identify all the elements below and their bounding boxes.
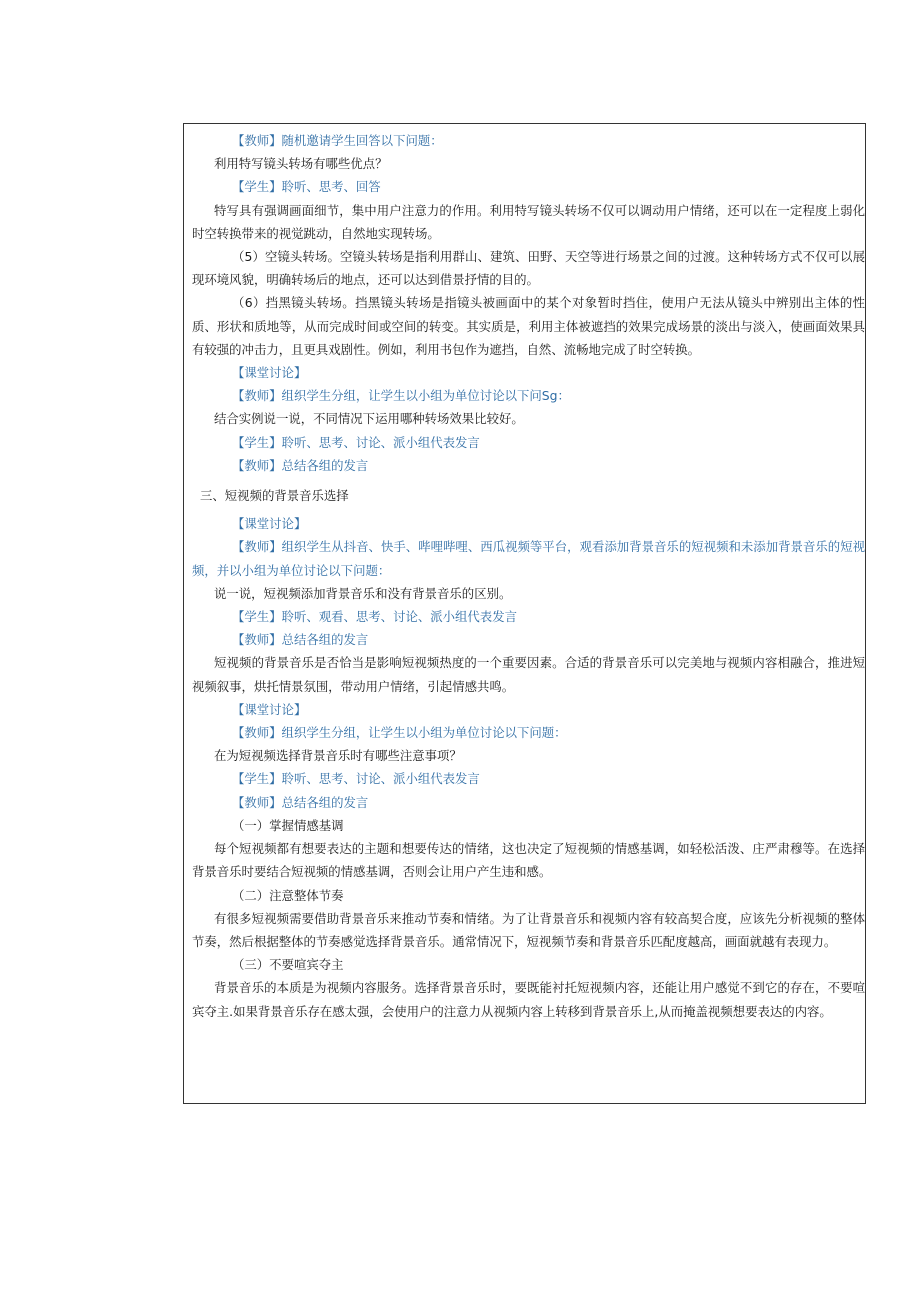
question: 在为短视频选择背景音乐时有哪些注意事项？ xyxy=(214,748,462,764)
subheading: （一）掌握情感基调 xyxy=(232,817,344,833)
body-paragraph: 特写具有强调画面细节，集中用户注意力的作用。利用特写镜头转场不仅可以调动用户情绪，还可以在一定程度上弱化时空转换带来的视觉跳动，自然地实现转场。 xyxy=(192,202,865,241)
question: 说一说，短视频添加背景音乐和没有背景音乐的区别。 xyxy=(214,585,512,601)
body-paragraph: 背景音乐的本质是为视频内容服务。选择背景音乐时，要既能衬托短视频内容，还能让用户感觉不到它的存在，不要喧宾夺主.如果背景音乐存在感太强，会使用户的注意力从视频内容上转移到背景音乐上,从而掩盖视频想要表达的内容。 xyxy=(192,980,865,1019)
body-paragraph: 有很多短视频需要借助背景音乐来推动节奏和情绪。为了让背景音乐和视频内容有较高契合度，应该先分析视频的整体节奏，然后根据整体的节奏感觉选择背景音乐。通常情况下，短视频节奏和背景音乐匹配度越高，画面就越有表现力。 xyxy=(192,910,865,949)
body-paragraph: （6）挡黑镜头转场。挡黑镜头转场是指镜头被画面中的某个对象暂时挡住，使用户无法从镜头中辨别出主体的性质、形状和质地等，从而完成时间或空间的转变。其实质是，利用主体被遮挡的效果完成场景的淡出与淡入，使画面效果具有较强的冲击力，且更具戏剧性。例如，利用书包作为遮挡，自然、流畅地完成了时空转换。 xyxy=(192,295,865,357)
teacher-instruction: 【教师】随机邀请学生回答以下问题： xyxy=(232,133,443,148)
classroom-discussion-label: 【课堂讨论】 xyxy=(232,365,307,381)
lesson-table-cell xyxy=(183,123,866,1104)
question: 利用特写镜头转场有哪些优点？ xyxy=(214,156,388,172)
subheading: （三）不要喧宾夺主 xyxy=(232,957,344,973)
subheading: （二）注意整体节奏 xyxy=(232,887,344,903)
student-activity: 【学生】聆听、观看、思考、讨论、派小组代表发言 xyxy=(232,609,517,625)
student-activity: 【学生】聆听、思考、讨论、派小组代表发言 xyxy=(232,771,480,787)
section-heading: 三、短视频的背景音乐选择 xyxy=(200,488,349,504)
student-activity: 【学生】聆听、思考、讨论、派小组代表发言 xyxy=(232,434,480,450)
question: 结合实例说一说，不同情况下运用哪种转场效果比较好。 xyxy=(214,411,524,427)
body-paragraph: （5）空镜头转场。空镜头转场是指利用群山、建筑、田野、天空等进行场景之间的过渡。这种转场方式不仅可以展现环境风貌，明确转场后的地点，还可以达到借景抒情的目的。 xyxy=(192,249,865,288)
classroom-discussion-label: 【课堂讨论】 xyxy=(232,516,307,532)
teacher-instruction: 【教师】组织学生从抖音、快手、哔哩哔哩、西瓜视频等平台，观看添加背景音乐的短视频和未添加背景音乐的短视频，并以小组为单位讨论以下问题： xyxy=(192,539,865,578)
classroom-discussion-label: 【课堂讨论】 xyxy=(232,701,307,717)
teacher-summary: 【教师】总结各组的发言 xyxy=(232,794,369,810)
teacher-summary: 【教师】总结各组的发言 xyxy=(232,457,369,473)
body-paragraph: 短视频的背景音乐是否恰当是影响短视频热度的一个重要因素。合适的背景音乐可以完美地与视频内容相融合，推进短视频叙事，烘托情景氛围，带动用户情绪，引起情感共鸣。 xyxy=(192,655,865,694)
lesson-content xyxy=(184,129,867,1023)
body-paragraph: 每个短视频都有想要表达的主题和想要传达的情绪，这也决定了短视频的情感基调，如轻松活泼、庄严肃穆等。在选择背景音乐时要结合短视频的情感基调，否则会让用户产生违和感。 xyxy=(192,841,865,880)
teacher-instruction: 【教师】组织学生分组，让学生以小组为单位讨论以下问题： xyxy=(232,725,567,741)
teacher-summary: 【教师】总结各组的发言 xyxy=(232,632,369,648)
student-activity: 【学生】聆听、思考、回答 xyxy=(232,179,381,195)
teacher-instruction: 【教师】组织学生分组，让学生以小组为单位讨论以下问Sg： xyxy=(232,388,570,404)
